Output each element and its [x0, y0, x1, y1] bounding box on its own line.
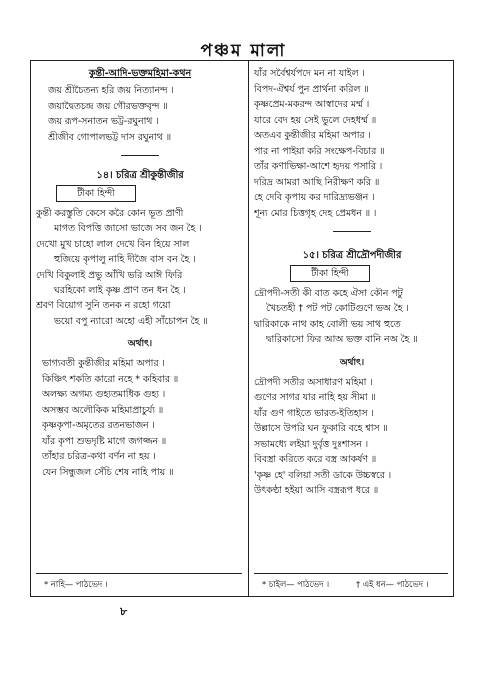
tika-label: টীকা হিন্দী [290, 265, 370, 282]
meaning-line: যাঁর কৃপা শুভদৃষ্টি মাগে জগজ্জন ॥ [42, 435, 167, 447]
left-header [36, 66, 244, 81]
section-title-draupadi: ১৫। চরিত্র শ্রীদ্রৌপদীজীর [302, 250, 402, 261]
right-column [254, 66, 450, 499]
right-top-line: যারে বেদ হয় সেই ভুলে দেহধর্ম্ম ॥ [254, 114, 377, 126]
meaning-line: কিঞ্চিৎ শকতি কারো নহে * কহিবার ॥ [42, 373, 179, 385]
meaning-line: দ্রৌপদী সতীর অসাধারণ মহিমা । [254, 376, 373, 388]
poem-line: দ্রৌপদী-সতী কী বাত কহে ঐসা কৌন পটু [254, 288, 403, 299]
separator-rule [333, 231, 371, 232]
page-number: ৮ [120, 605, 128, 618]
section-title-kunti: ১৪। চরিত্র শ্রীকুন্তীজীর [96, 170, 184, 181]
poem-line: ঘরহিকো লাই কৃষ্ণ প্রাণ তন ধন হৈ । [54, 285, 186, 297]
poem-line: মাগত বিপত্তি জাসো ভাজে সব জন হৈ । [54, 223, 202, 235]
right-top-line: পার না পাইয়া করি সংক্ষেপ-বিচার ॥ [254, 145, 385, 157]
meaning-line: গুণের সাগর যার নাহি হয় সীমা ॥ [254, 392, 376, 404]
poem-line: হুজিয়ে কৃপালু নাহি দীজৈ বাস বন হৈ । [54, 254, 196, 266]
separator-rule [121, 155, 159, 156]
meaning-line: সভামধ্যে লইয়া দুর্বৃত্ত দুঃশাসন । [254, 438, 369, 450]
right-top-line: অতএব কুন্তীজীর মহিমা অপার । [254, 130, 371, 141]
poem-line: কুন্তী করস্তুতি কেসে করৈ কোন ভূত প্রাণী [36, 208, 184, 219]
left-header-text: কুন্তী-আদি-ভক্তমহিমা-কথন [88, 68, 192, 79]
poem-line: দেখি বিকুলাই প্রভু আঁখি ভরি আঈ ফিরি [36, 269, 183, 281]
footnote-left: * নাহি— পাঠভেদ । [44, 579, 108, 589]
right-top-line: তাঁর কণাভিক্ষা-আশে হৃদয় পসারি । [254, 161, 383, 172]
meaning-line: ভাগ্যবতী কুন্তীজীর মহিমা অপার । [42, 358, 165, 370]
meaning-line: অলক্ষ্য অগম্য গুহ্যতমাধিক গুহ্য । [42, 389, 166, 401]
footnote-rule-left [36, 573, 242, 574]
right-top-line: কৃষ্ণপ্রেম-মকরন্দ আস্বাদের মর্ম্ম । [254, 99, 370, 110]
meaning-line: উৎকণ্ঠা হইয়া আসি বস্ত্ররূপ ধরে ॥ [254, 485, 379, 497]
right-top-line: বিপদ-ঐশ্বর্য পুন প্রার্থনা করিল ॥ [254, 83, 369, 95]
poem-line: দ্বারিকাসো ফির আঅ ভক্ত বানি নঅ হৈ ॥ [266, 334, 418, 346]
poem-line: শ্রবণ বিয়োগ সুনি তনক ন রহো গয়ো [36, 300, 171, 312]
meaning-line: 'কৃষ্ণ হে' বলিয়া সতী ডাকে উচ্চস্বরে । [254, 469, 392, 481]
invocation-line: জয় রূপ-সনাতন ভট্ট-রঘুনাথ । [48, 116, 159, 127]
invocation-line: শ্রীজীব গোপালভট্ট দাস রঘুনাথ ॥ [48, 131, 172, 143]
meaning-line: উল্লাসে উপরি ঘন ফুকারি বহে শ্বাস ॥ [254, 423, 388, 435]
invocation-line: জয়াদ্বৈতচন্দ্র জয় গৌরভক্তবৃন্দ ॥ [48, 100, 168, 112]
meaning-label: অর্থাৎ। [127, 339, 153, 350]
footnote-right-1: * চাইল— পাঠভেদ । [262, 579, 330, 589]
footnote-right-2: † এই ধন— পাঠভেদ । [356, 579, 429, 589]
column-divider [248, 60, 249, 597]
meaning-line: যেন সিন্ধুজল সেঁচি শেষ নাহি পায় ॥ [42, 466, 174, 478]
poem-line: ভয়ো বপু ন্যারো অহো এহী সাঁচোপন হৈ ॥ [54, 315, 208, 327]
left-column [36, 66, 244, 480]
right-top-line: হে দেবি কৃপায় কর দারিদ্র্যভঞ্জন । [254, 192, 375, 203]
page-title: পঞ্চম মালা [200, 41, 287, 61]
poem-line: দেখো মুখ চাহো লাল দেখে বিন হিয়ে সাল [36, 238, 190, 250]
invocation-line: জয় শ্রীচৈতন্য হরি জয় নিত্যানন্দ । [48, 85, 174, 96]
meaning-line: যাঁর গুণ গাইতে ভারত-ইতিহাস । [254, 407, 374, 419]
poem-line: খৈচতহী † পট পট কোটিগুণে ভঅ হৈ । [266, 303, 409, 315]
right-top-line: শূন্য মোর চিত্তগৃহ দেহ প্রেমধন ॥ । [254, 207, 377, 219]
right-top-line: দরিদ্র আমরা আছি নিরীক্ষণ করি ॥ [254, 176, 380, 188]
footnote-rule-right [254, 573, 448, 574]
right-top-line: যাঁর সর্বৈশ্বর্যপদে মন না যাইল । [254, 68, 365, 79]
meaning-line: বিবস্ত্রা করিতে করে বস্ত্র আকর্ষণ ॥ [254, 454, 377, 466]
meaning-line: তাঁহার চরিত্র-কথা বর্ণন না হয় । [42, 451, 156, 463]
meaning-label: অর্থাৎ। [339, 357, 365, 368]
poem-line: দ্বারিকাকে নাথ কাহ বোলী ভয় সাথ হুতে [254, 318, 401, 330]
meaning-line: কৃষ্ণকৃপা-অমৃতের রতনভাজন । [42, 420, 155, 432]
meaning-line: অসম্ভব অলৌকিক মহিমাপ্রাচুর্য্য ॥ [42, 404, 164, 416]
tika-label: টীকা হিন্দী [56, 185, 136, 202]
